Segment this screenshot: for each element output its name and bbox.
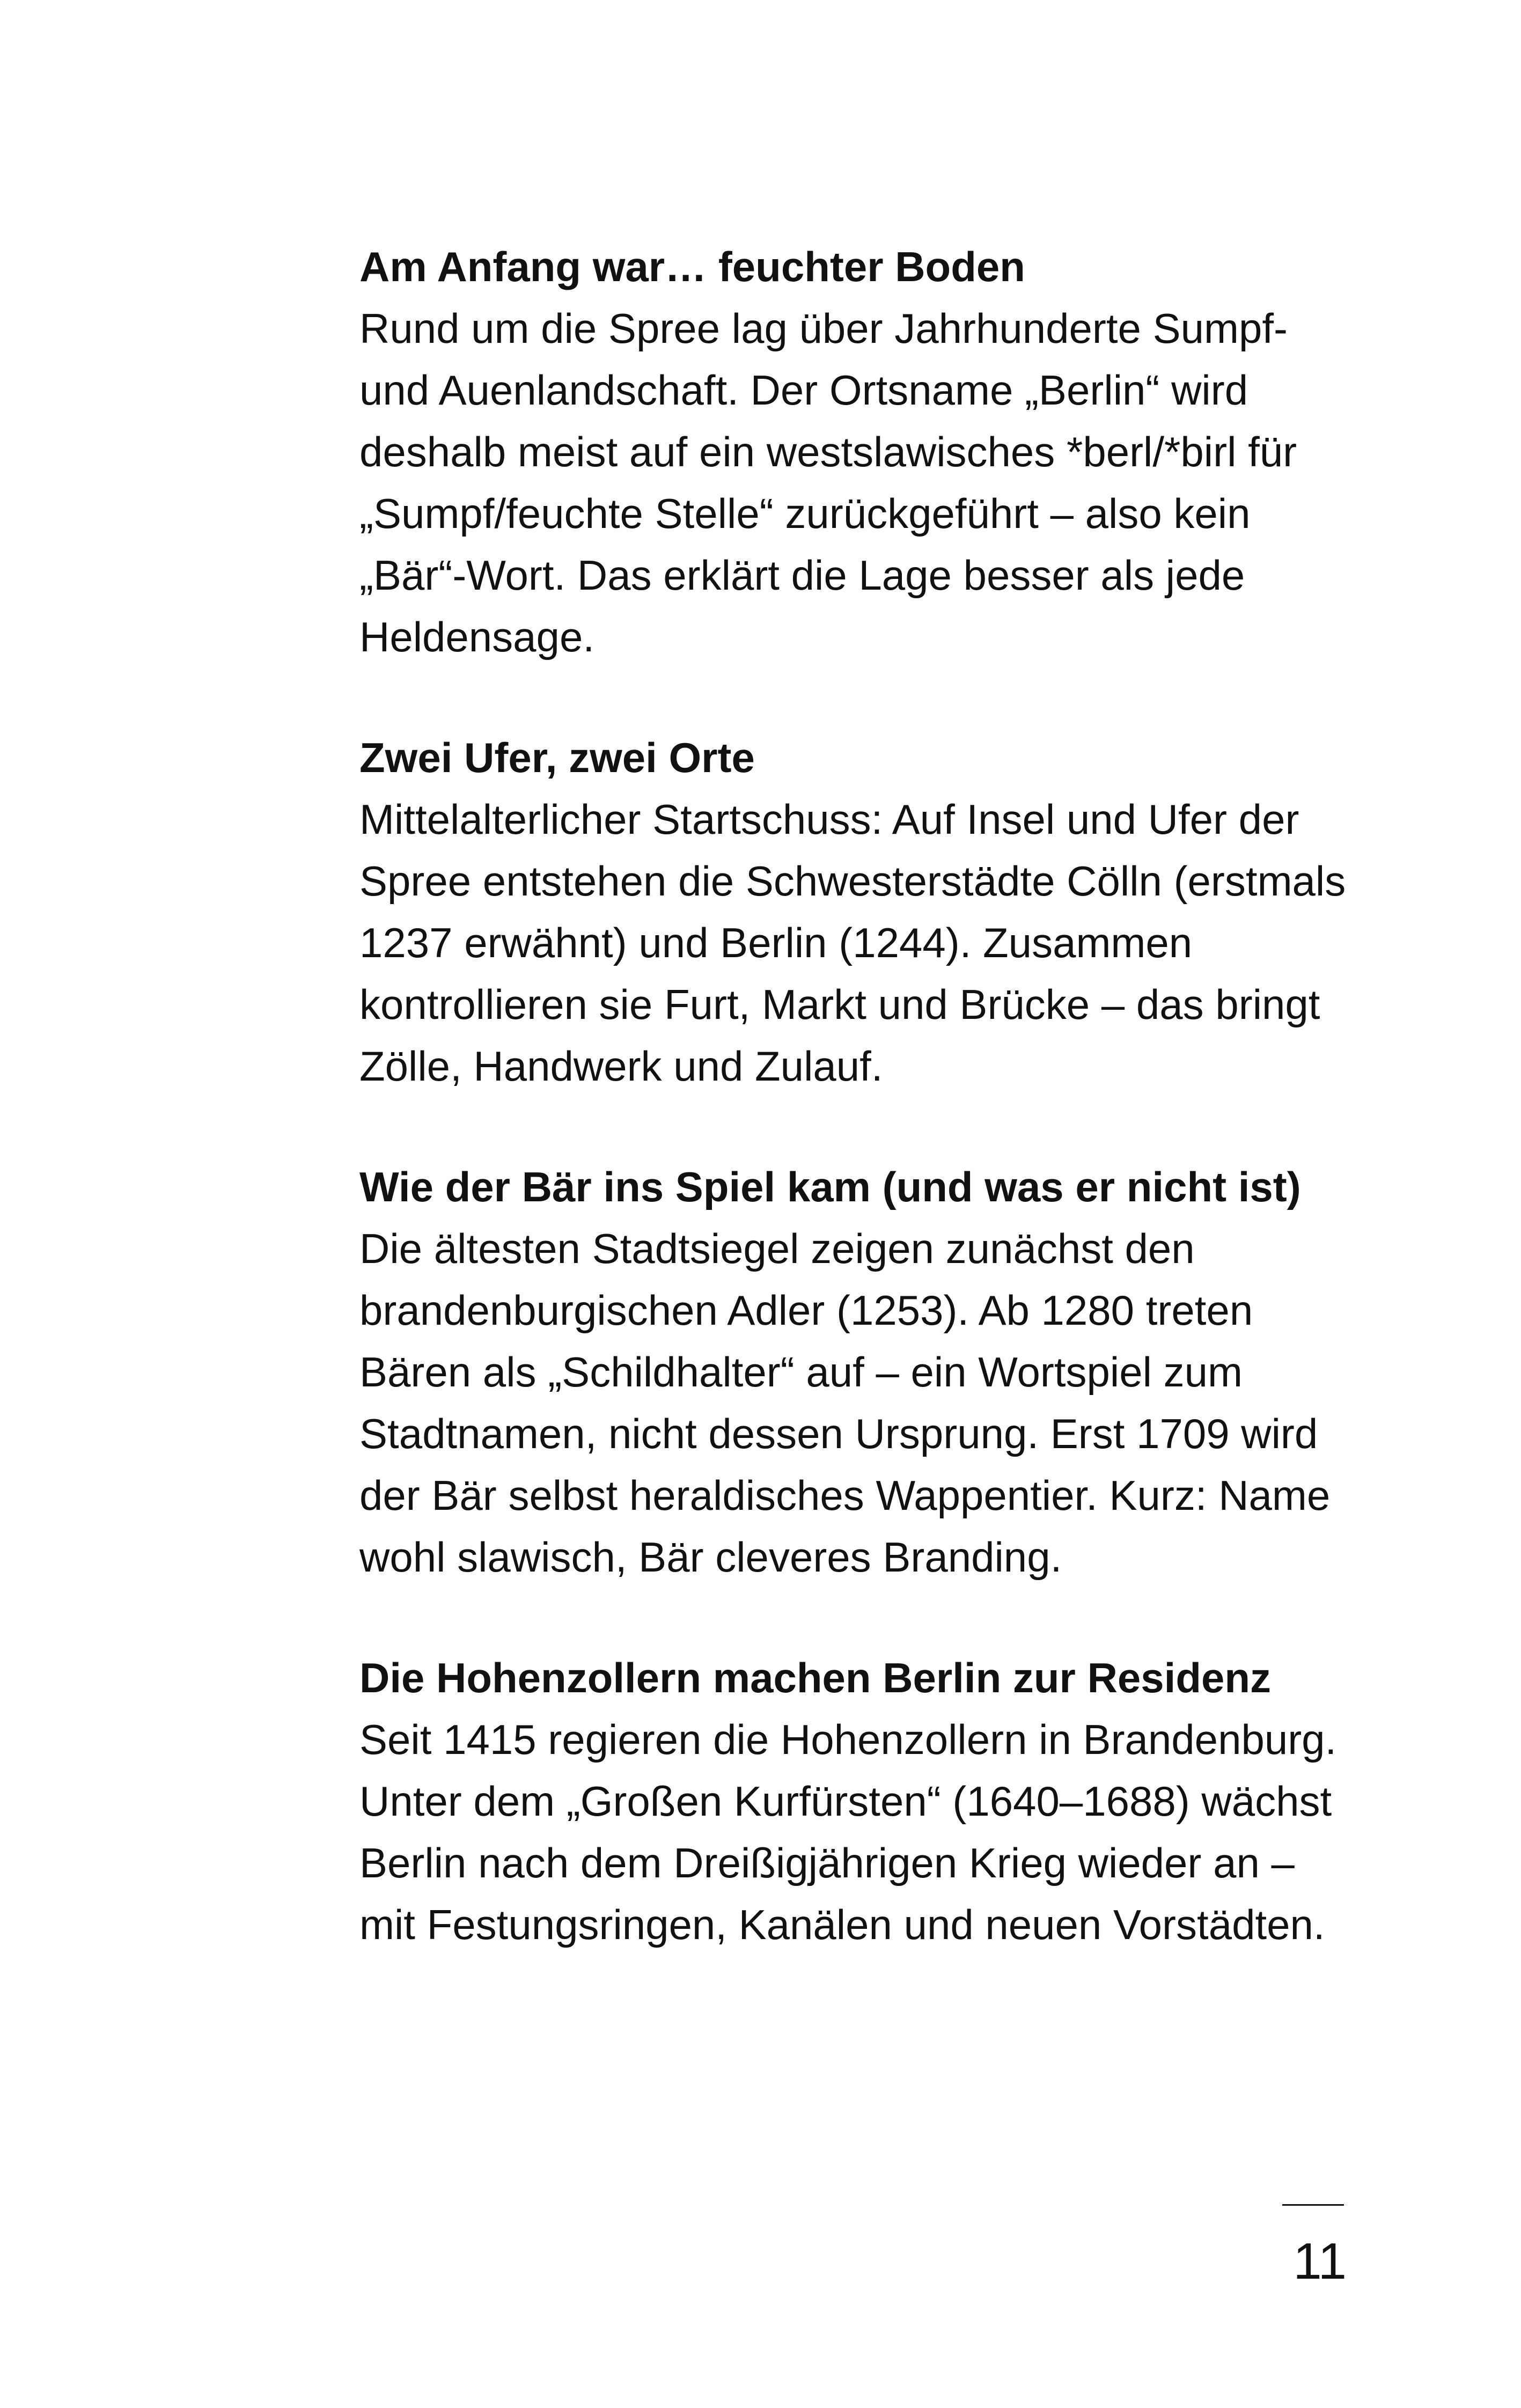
page-content xyxy=(359,236,1352,2015)
section-hohenzollern xyxy=(359,1647,1352,1956)
page-number-rule xyxy=(1282,2204,1344,2206)
section-body: Mittelalterlicher Startschuss: Auf Insel und Ufer der Spree entstehen die Schwesterstädte Cölln (erstmals 1237 erwähnt) und Berlin (1244). Zusammen kontrollieren sie Furt, Markt und Brücke – das bringt Zölle, Handwerk und Zulauf. xyxy=(359,796,1346,1090)
section-body: Die ältesten Stadtsiegel zeigen zunächst den brandenburgischen Adler (1253). Ab 1280 treten Bären als „Schildhalter“ auf – ein Wortspiel zum Stadtnamen, nicht dessen Ursprung. Erst 1709 wird der Bär selbst heraldisches Wappentier. Kurz: Name wohl slawisch, Bär cleveres Branding. xyxy=(359,1225,1331,1581)
section-heading: Zwei Ufer, zwei Orte xyxy=(359,734,755,781)
section-two-towns xyxy=(359,727,1352,1097)
section-body: Rund um die Spree lag über Jahrhunderte Sumpf- und Auenlandschaft. Der Ortsname „Berlin“ wird deshalb meist auf ein westslawisches *berl/*birl für „Sumpf/feuchte Stelle“ zurückgeführt – also kein „Bär“-Wort. Das erklärt die Lage besser als jede Heldensage. xyxy=(359,305,1297,660)
section-marsh-origins xyxy=(359,236,1352,668)
section-heading: Die Hohenzollern machen Berlin zur Residenz xyxy=(359,1654,1272,1701)
section-heading: Wie der Bär ins Spiel kam (und was er nicht ist) xyxy=(359,1163,1301,1210)
page-number: 11 xyxy=(1293,2233,1347,2290)
section-body: Seit 1415 regieren die Hohenzollern in Brandenburg. Unter dem „Großen Kurfürsten“ (1640–1688) wächst Berlin nach dem Dreißigjährigen Krieg wieder an – mit Festungsringen, Kanälen und neuen Vorstädten. xyxy=(359,1716,1337,1948)
section-heading: Am Anfang war… feuchter Boden xyxy=(359,243,1025,290)
section-bear xyxy=(359,1156,1352,1588)
